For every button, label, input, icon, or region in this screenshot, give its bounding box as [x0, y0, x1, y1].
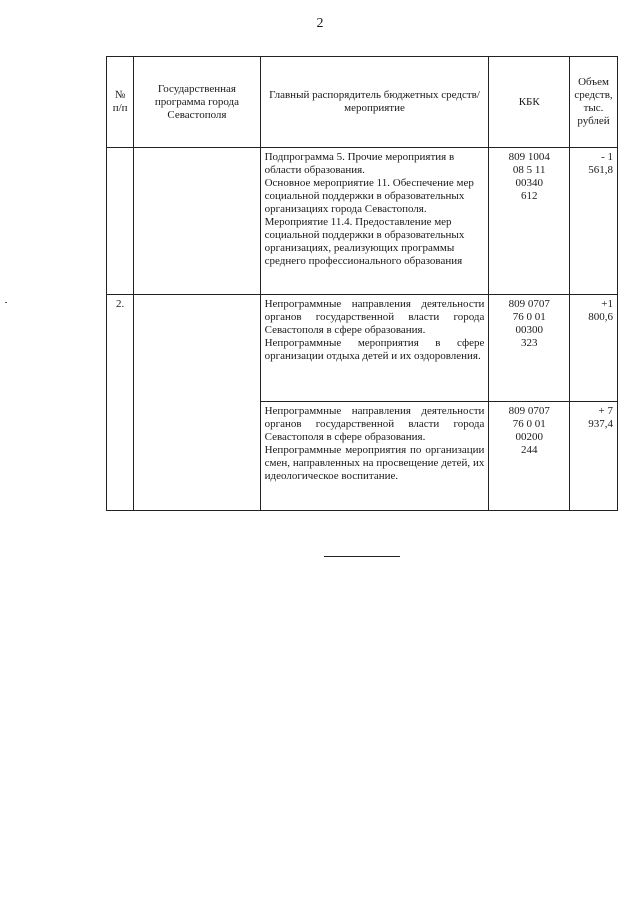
row-program	[134, 295, 260, 511]
row-num: 2.	[107, 295, 134, 511]
description-line: Мероприятие 11.4. Предоставление мер социальной поддержки в образовательных организациях, реализующих программы среднего профессионального образования	[264, 216, 465, 267]
kbk-part: 809 0707	[508, 405, 550, 417]
row-description	[260, 148, 489, 295]
page-number: 2	[316, 16, 324, 31]
header-amount: Объем средств, тыс. рублей	[570, 57, 618, 148]
table-row	[107, 148, 618, 295]
kbk-part: 809 0707	[508, 298, 550, 310]
row-amount: +1 800,6	[570, 295, 618, 402]
kbk-part: 612	[520, 190, 538, 202]
row-amount: + 7 937,4	[570, 402, 618, 511]
description-line: Подпрограмма 5. Прочие мероприятия в области образования.	[264, 151, 455, 176]
header-program: Государственная программа города Севастополя	[134, 57, 260, 148]
description-line: Непрограммные мероприятия в сфере организации отдыха детей и их оздоровления.	[264, 337, 485, 362]
kbk-part: 00340	[515, 177, 543, 189]
kbk-part: 809 1004	[508, 151, 550, 163]
description-line: Основное мероприятие 11. Обеспечение мер социальной поддержки в образовательных организациях города Севастополя.	[264, 177, 474, 215]
row-num	[107, 148, 134, 295]
end-separator-line	[324, 556, 400, 557]
budget-table	[106, 56, 618, 511]
row-kbk	[489, 402, 570, 511]
table-row	[107, 295, 618, 402]
table-header-row	[107, 57, 618, 148]
row-program	[134, 148, 260, 295]
header-num: № п/п	[107, 57, 134, 148]
kbk-part: 00200	[515, 431, 543, 443]
kbk-part: 323	[520, 337, 538, 349]
row-kbk	[489, 148, 570, 295]
description-line: Непрограммные направления деятельности органов государственной власти города Севастополя в сфере образования.	[264, 298, 485, 336]
row-amount: - 1 561,8	[570, 148, 618, 295]
kbk-part: 244	[520, 444, 538, 456]
description-line: Непрограммные направления деятельности органов государственной власти города Севастополя в сфере образования.	[264, 405, 485, 443]
kbk-part: 76 0 01	[512, 311, 546, 323]
margin-mark	[5, 302, 7, 303]
kbk-part: 08 5 11	[512, 164, 546, 176]
row-description	[260, 402, 489, 511]
header-description: Главный распорядитель бюджетных средств/мероприятие	[260, 57, 489, 148]
kbk-part: 76 0 01	[512, 418, 546, 430]
row-description	[260, 295, 489, 402]
header-kbk: КБК	[489, 57, 570, 148]
kbk-part: 00300	[515, 324, 543, 336]
description-line: Непрограммные мероприятия по организации смен, направленных на просвещение детей, их идеологическое воспитание.	[264, 444, 485, 482]
row-kbk	[489, 295, 570, 402]
